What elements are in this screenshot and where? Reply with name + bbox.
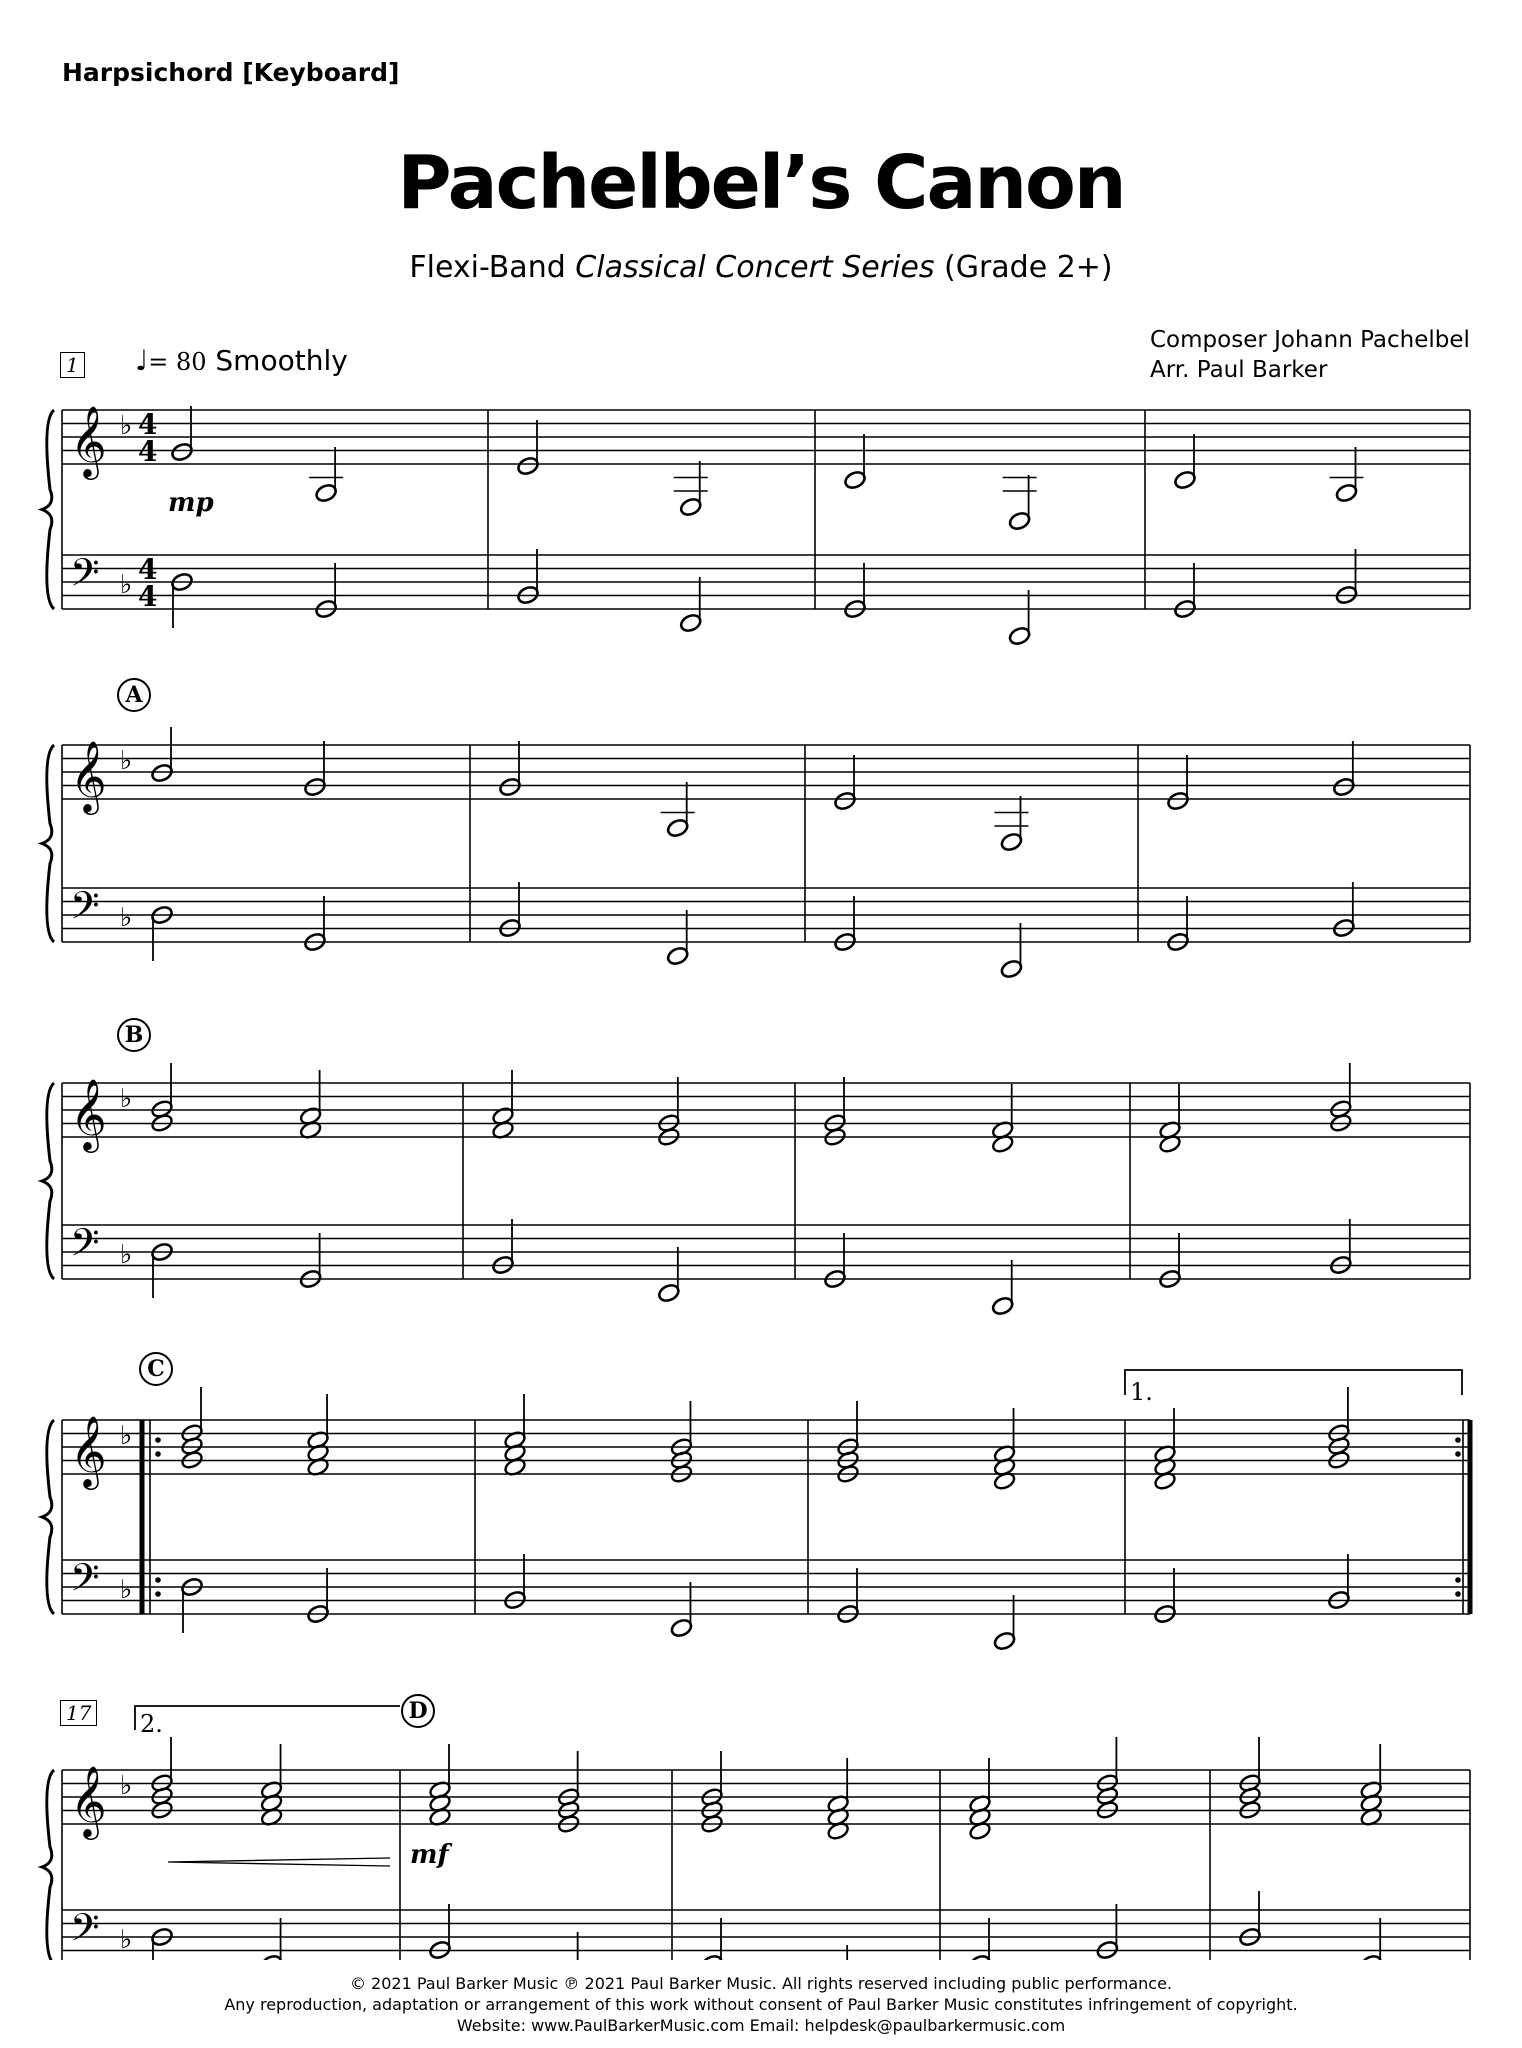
brace [42,745,54,942]
flat-key-signature-icon: ♭ [120,1240,133,1270]
brace [42,1770,54,1960]
quarter-note-icon: ♩ [135,344,149,377]
bass-clef-icon: 𝄢 [70,1555,100,1609]
tempo-value: = 80 [148,348,207,376]
dynamic-mp: mp [168,488,214,518]
first-ending-label: 1. [1130,1378,1153,1406]
footer-line-warning: Any reproduction, adaptation or arrangement of this work without consent of Paul Barker Music constitutes infringement of copyright. [224,1995,1298,2014]
flat-key-signature-icon: ♭ [120,411,133,441]
repeat-dot [155,1437,161,1443]
second-ending-label: 2. [140,1710,163,1738]
flat-key-signature-icon: ♭ [120,1925,133,1955]
time-signature: 4 [138,408,158,441]
time-signature: 4 [138,580,158,613]
subtitle-suffix: (Grade 2+) [934,250,1113,285]
diminuendo-hairpin [168,1858,390,1866]
treble-clef-icon: 𝄞 [70,1414,107,1487]
bass-clef-icon: 𝄢 [70,1905,100,1959]
bass-clef-icon: 𝄢 [70,550,100,604]
composer-credit: Composer Johann Pachelbel [1150,327,1470,353]
repeat-dot [155,1591,161,1597]
bass-clef-icon: 𝄢 [70,883,100,937]
repeat-dot [1455,1451,1461,1457]
treble-clef-icon: 𝄞 [70,1077,107,1150]
rehearsal-mark: B [117,1018,151,1052]
first-ending-bracket [1125,1370,1462,1395]
treble-clef-icon: 𝄞 [70,404,107,477]
repeat-dot [1455,1591,1461,1597]
instrument-name: Harpsichord [Keyboard] [62,58,400,87]
bass-clef-icon: 𝄢 [70,1220,100,1274]
time-signature: 4 [138,435,158,468]
flat-key-signature-icon: ♭ [120,1575,133,1605]
flat-key-signature-icon: ♭ [120,570,133,600]
subtitle-series: Classical Concert Series [575,250,935,285]
footer-line-copyright: © 2021 Paul Barker Music ℗ 2021 Paul Barker Music. All rights reserved including public performance. [349,1974,1173,1993]
treble-clef-icon: 𝄞 [70,1764,107,1837]
repeat-dot [155,1451,161,1457]
flat-key-signature-icon: ♭ [120,1084,133,1114]
rehearsal-mark: D [401,1694,435,1728]
flat-key-signature-icon: ♭ [120,1421,133,1451]
footer-line-contact: Website: www.PaulBarkerMusic.com Email: helpdesk@paulbarkermusic.com [456,2016,1066,2035]
time-signature: 4 [138,553,158,586]
brace [42,1420,54,1614]
brace [42,410,54,609]
measure-number: 17 [60,1700,97,1726]
arranger-credit: Arr. Paul Barker [1150,357,1328,383]
brace [42,1083,54,1279]
measure-number: 1 [60,352,85,378]
rehearsal-mark: C [139,1352,173,1386]
flat-key-signature-icon: ♭ [120,1771,133,1801]
flat-key-signature-icon: ♭ [120,903,133,933]
second-ending-bracket [135,1706,400,1730]
repeat-dot [1455,1437,1461,1443]
copyright-footer [0,1973,1522,2036]
tempo-text: Smoothly [215,344,348,377]
piece-title: Pachelbel’s Canon [397,140,1125,226]
repeat-dot [155,1577,161,1583]
rehearsal-mark: A [117,678,151,712]
flat-key-signature-icon: ♭ [120,746,133,776]
repeat-dot [1455,1577,1461,1583]
dynamic-mf: mf [410,1840,449,1870]
treble-clef-icon: 𝄞 [70,739,107,812]
subtitle-prefix: Flexi-Band [409,250,576,285]
